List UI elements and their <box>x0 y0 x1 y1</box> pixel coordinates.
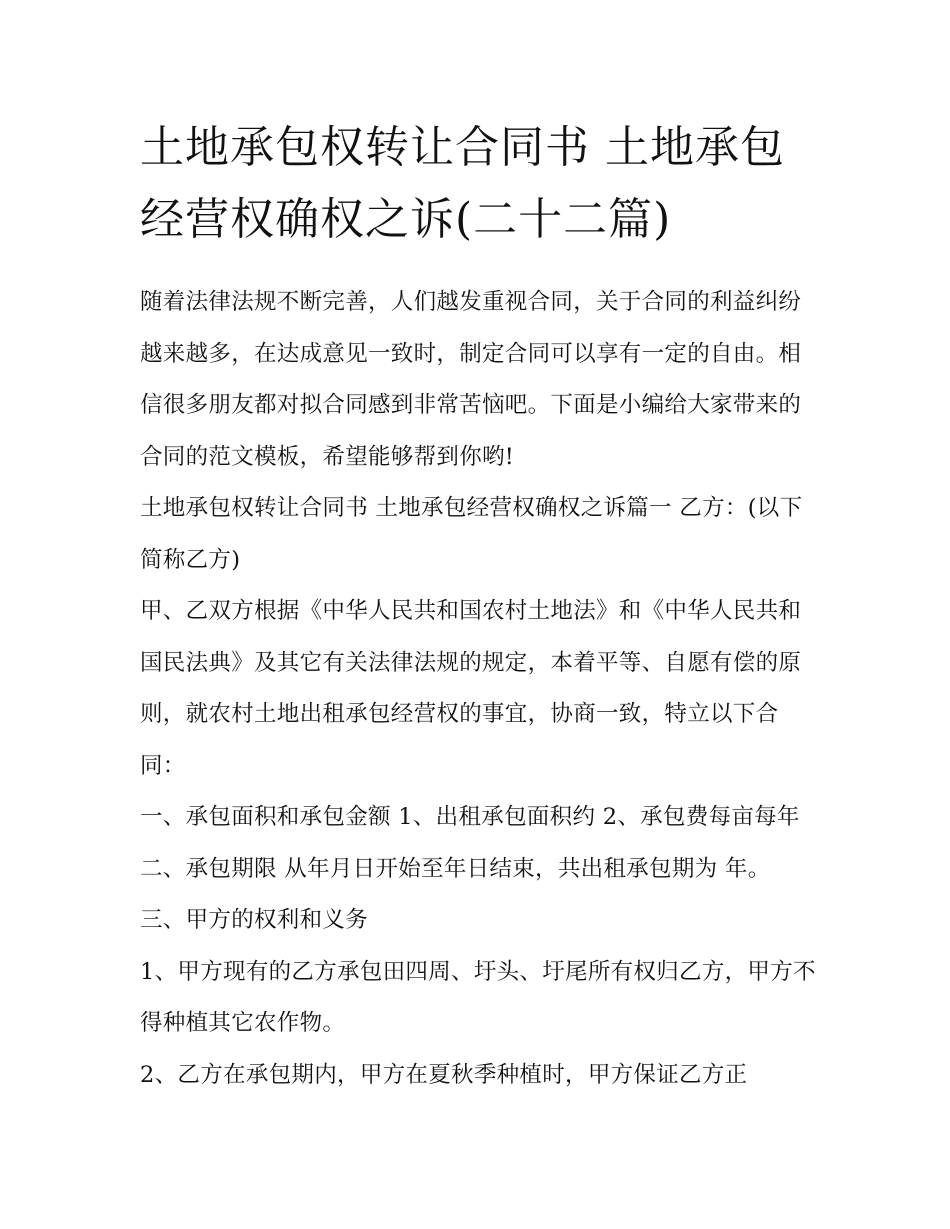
document-body <box>140 277 820 1101</box>
paragraph-legal-basis: 甲、乙双方根据《中华人民共和国农村土地法》和《中华人民共和国民法典》及其它有关法律法规的规定，本着平等、自愿有偿的原则，就农村土地出租承包经营权的事宜，协商一致，特立以下合同： <box>140 598 802 779</box>
paragraph-clause-2: 2、乙方在承包期内，甲方在夏秋季种植时，甲方保证乙方正 <box>140 1061 748 1088</box>
paragraph-section-heading: 土地承包权转让合同书 土地承包经营权确权之诉篇一 乙方：(以下简称乙方) <box>140 495 803 573</box>
document-title: 土地承包权转让合同书 土地承包经营权确权之诉(二十二篇) <box>140 122 785 245</box>
paragraph-clause-1: 1、甲方现有的乙方承包田四周、圩头、圩尾所有权归乙方，甲方不得种植其它农作物。 <box>140 958 816 1036</box>
paragraph-terms: 一、承包面积和承包金额 1、出租承包面积约 2、承包费每亩每年 二、承包期限 从年月日开始至年日结束，共出租承包期为 年。 三、甲方的权利和义务 <box>140 804 800 933</box>
paragraph-intro: 随着法律法规不断完善，人们越发重视合同，关于合同的利益纠纷越来越多，在达成意见一致时，制定合同可以享有一定的自由。相信很多朋友都对拟合同感到非常苦恼吧。下面是小编给大家带来的合同的范文模板，希望能够帮到你哟! <box>140 289 802 470</box>
